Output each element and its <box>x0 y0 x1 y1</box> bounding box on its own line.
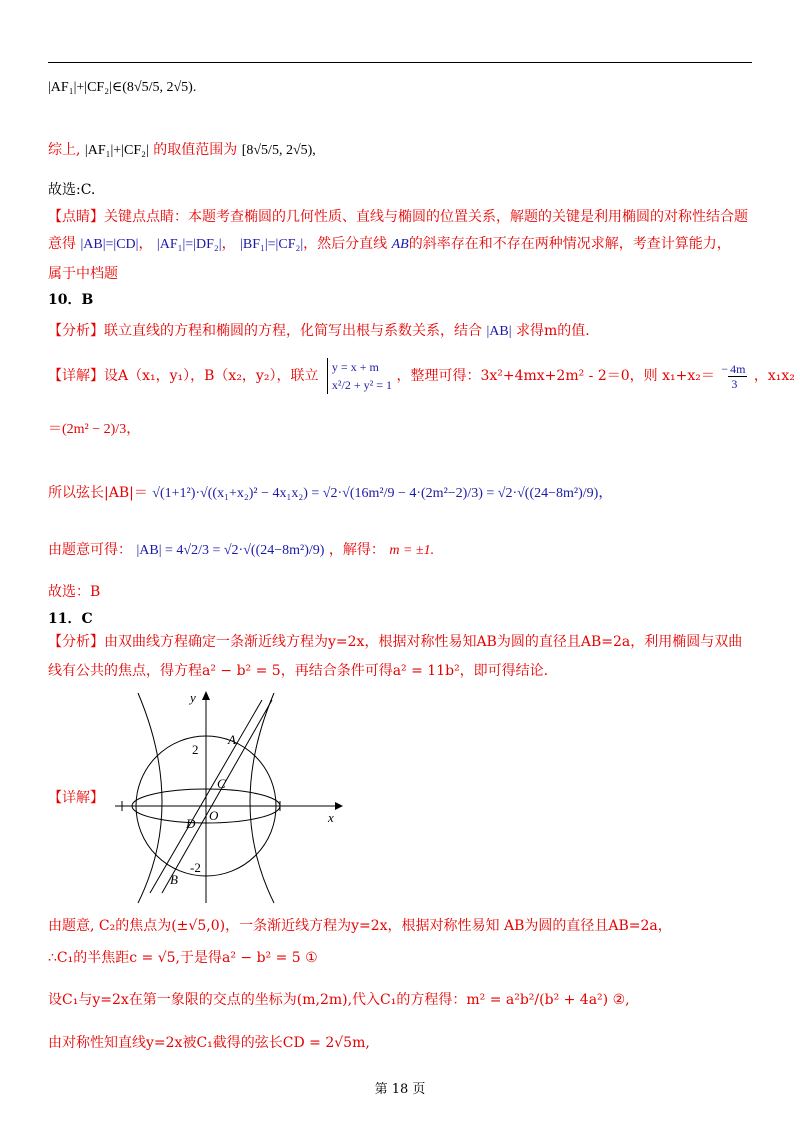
q10-solution: m = ±1. <box>389 543 435 558</box>
q11-analysis-line-2 <box>48 661 548 681</box>
q10-chord-line <box>48 483 612 504</box>
q10-chord-prefix: 所以弦长|AB|＝ <box>48 485 148 501</box>
q11-number-text: 11．C <box>48 611 93 627</box>
y-tick-top: 2 <box>192 742 199 757</box>
point-d-label: D <box>186 816 196 831</box>
q11-line-2 <box>48 948 318 968</box>
q11-line-1-text: 由题意, C₂的焦点为(±√5,0)，一条渐近线方程为y=2x，根据对称性易知 AB为圆的直径且AB=2a， <box>48 918 672 934</box>
q9-comment-line-1 <box>48 207 748 227</box>
q10-detail-line <box>48 358 795 394</box>
q10-analysis-tag: 【分析】 <box>48 323 104 339</box>
summary-interval: [8√5/5, 2√5), <box>241 143 316 158</box>
q10-number <box>48 290 93 310</box>
q10-product: ＝(2m² − 2)/3， <box>48 422 141 437</box>
q10-detail-tag: 【详解】 <box>48 368 104 384</box>
q11-detail-tag-text: 【详解】 <box>48 790 104 806</box>
q10-system-eq2: x²/2 + y² = 1 <box>331 378 392 392</box>
q11-number <box>48 609 93 629</box>
q10-sum-fraction: − 4m 3 <box>721 361 746 391</box>
q10-given-line <box>48 540 434 561</box>
q10-number-text: 10．B <box>48 292 94 308</box>
q10-detail-text-a: 设A（x₁，y₁），B（x₂，y₂），联立 <box>104 368 319 384</box>
q11-line-4 <box>48 1033 370 1053</box>
q10-analysis-end: 求得m的值. <box>515 323 590 339</box>
x-axis-label: x <box>328 810 334 825</box>
q9-eq-ab-cd: |AB|=|CD| <box>80 237 139 252</box>
q10-chord-expr: √(1+1²)·√((x₁+x₂)² − 4x₁x₂) = √2·√(16m²/9 − 4·(2m²−2)/3) = √2·√((24−8m²)/9)， <box>152 486 613 501</box>
summary-expr: |AF₁|+|CF₂| <box>84 143 149 158</box>
q10-analysis-text: 联立直线的方程和椭圆的方程，化简写出根与系数关系，结合 <box>104 323 482 339</box>
q10-given-prefix: 由题意可得： <box>48 542 132 558</box>
interval-result: |AF₁|+|CF₂|∈(8√5/5, 2√5). <box>48 80 197 95</box>
x-axis-arrow <box>335 802 343 810</box>
q11-analysis-line-1 <box>48 632 742 652</box>
q9-comment-text-1: 关键点点睛：本题考查椭圆的几何性质、直线与椭圆的位置关系，解题的关键是利用椭圆的对称性结合题 <box>104 209 748 225</box>
q9-answer <box>48 180 95 200</box>
summary-prefix: 综上, <box>48 142 81 158</box>
q10-sum-den: 3 <box>731 376 738 391</box>
summary-line <box>48 140 316 161</box>
q11-analysis-tag: 【分析】 <box>48 634 104 650</box>
y-tick-bottom: -2 <box>190 860 201 875</box>
q11-line-4-text: 由对称性知直线y=2x被C₁截得的弦长CD = 2√5m, <box>48 1035 370 1051</box>
interval-result-line <box>48 78 196 98</box>
header-rule <box>48 62 752 63</box>
q10-given-expr: |AB| = 4√2/3 = √2·√((24−8m²)/9) <box>136 543 325 558</box>
q11-line-2-text: ∴C₁的半焦距c = √5,于是得a² − b² = 5 ① <box>48 950 318 966</box>
q10-analysis-ab: |AB| <box>486 324 512 339</box>
q10-system <box>327 358 392 394</box>
q11-line-1 <box>48 916 672 936</box>
q10-product-line <box>48 420 140 440</box>
y-axis-arrow <box>202 691 210 700</box>
point-c-label: C <box>217 776 226 791</box>
q9-eq-bf-cf: |BF₁|=|CF₂| <box>240 237 304 252</box>
q11-analysis-text-2: 线有公共的焦点，得方程a² − b² = 5，再结合条件可得a² = 11b²，即可得结论. <box>48 663 549 679</box>
point-b-label: B <box>170 872 178 887</box>
q10-detail-text-b: ，整理可得：3x²+4mx+2m² - 2＝0，则 x₁+x₂＝ <box>396 368 715 384</box>
q11-line-3-text: 设C₁与y=2x在第一象限的交点的坐标为(m,2m),代入C₁的方程得：m² = a²b²/(b² + 4a²) ②, <box>48 992 630 1008</box>
point-a-label: A <box>228 732 236 747</box>
q9-comment-text-2c: 的斜率存在和不存在两种情况求解，考查计算能力， <box>408 236 731 252</box>
q9-comment-line-3 <box>48 264 118 284</box>
q10-analysis-line <box>48 321 590 342</box>
q10-system-eq1: y = x + m <box>331 360 379 374</box>
summary-mid: 的取值范围为 <box>153 142 238 158</box>
q9-comment-tag: 【点睛】 <box>48 209 104 225</box>
q9-line-ab: AB <box>391 237 409 252</box>
q10-answer <box>48 582 100 602</box>
q11-analysis-text-1: 由双曲线方程确定一条渐近线方程为y=2x，根据对称性易知AB为圆的直径且AB=2a，利用椭圆与双曲 <box>104 634 743 650</box>
q9-eq-af-df: |AF₁|=|DF₂| <box>156 237 222 252</box>
q9-comment-text-2b: ，然后分直线 <box>303 236 388 252</box>
page-footer <box>0 1078 800 1097</box>
q11-line-3 <box>48 990 630 1010</box>
q10-detail-text-c: ，x₁x₂ <box>753 368 795 384</box>
q9-answer-text: 故选:C. <box>48 182 96 198</box>
q10-answer-text: 故选：B <box>48 584 101 600</box>
q9-comment-text-2a: 意得 <box>48 236 76 252</box>
q9-comment-line-2: 意得 |AB|=|CD|， |AF₁|=|DF₂|， |BF₁|=|CF₂|，然后分直线 AB的斜率存在和不存在两种情况求解，考查计算能力， <box>48 236 731 252</box>
q11-figure <box>110 688 350 908</box>
q10-sum-num: 4m <box>730 361 746 376</box>
y-axis-label: y <box>190 690 196 705</box>
page-number: 第 18 页 <box>374 1082 426 1097</box>
origin-label: O <box>209 808 219 823</box>
q11-detail-tag <box>48 788 104 808</box>
q9-comment-text-3: 属于中档题 <box>48 266 118 282</box>
secant-line <box>162 700 272 893</box>
q10-given-mid: ，解得： <box>328 542 385 558</box>
